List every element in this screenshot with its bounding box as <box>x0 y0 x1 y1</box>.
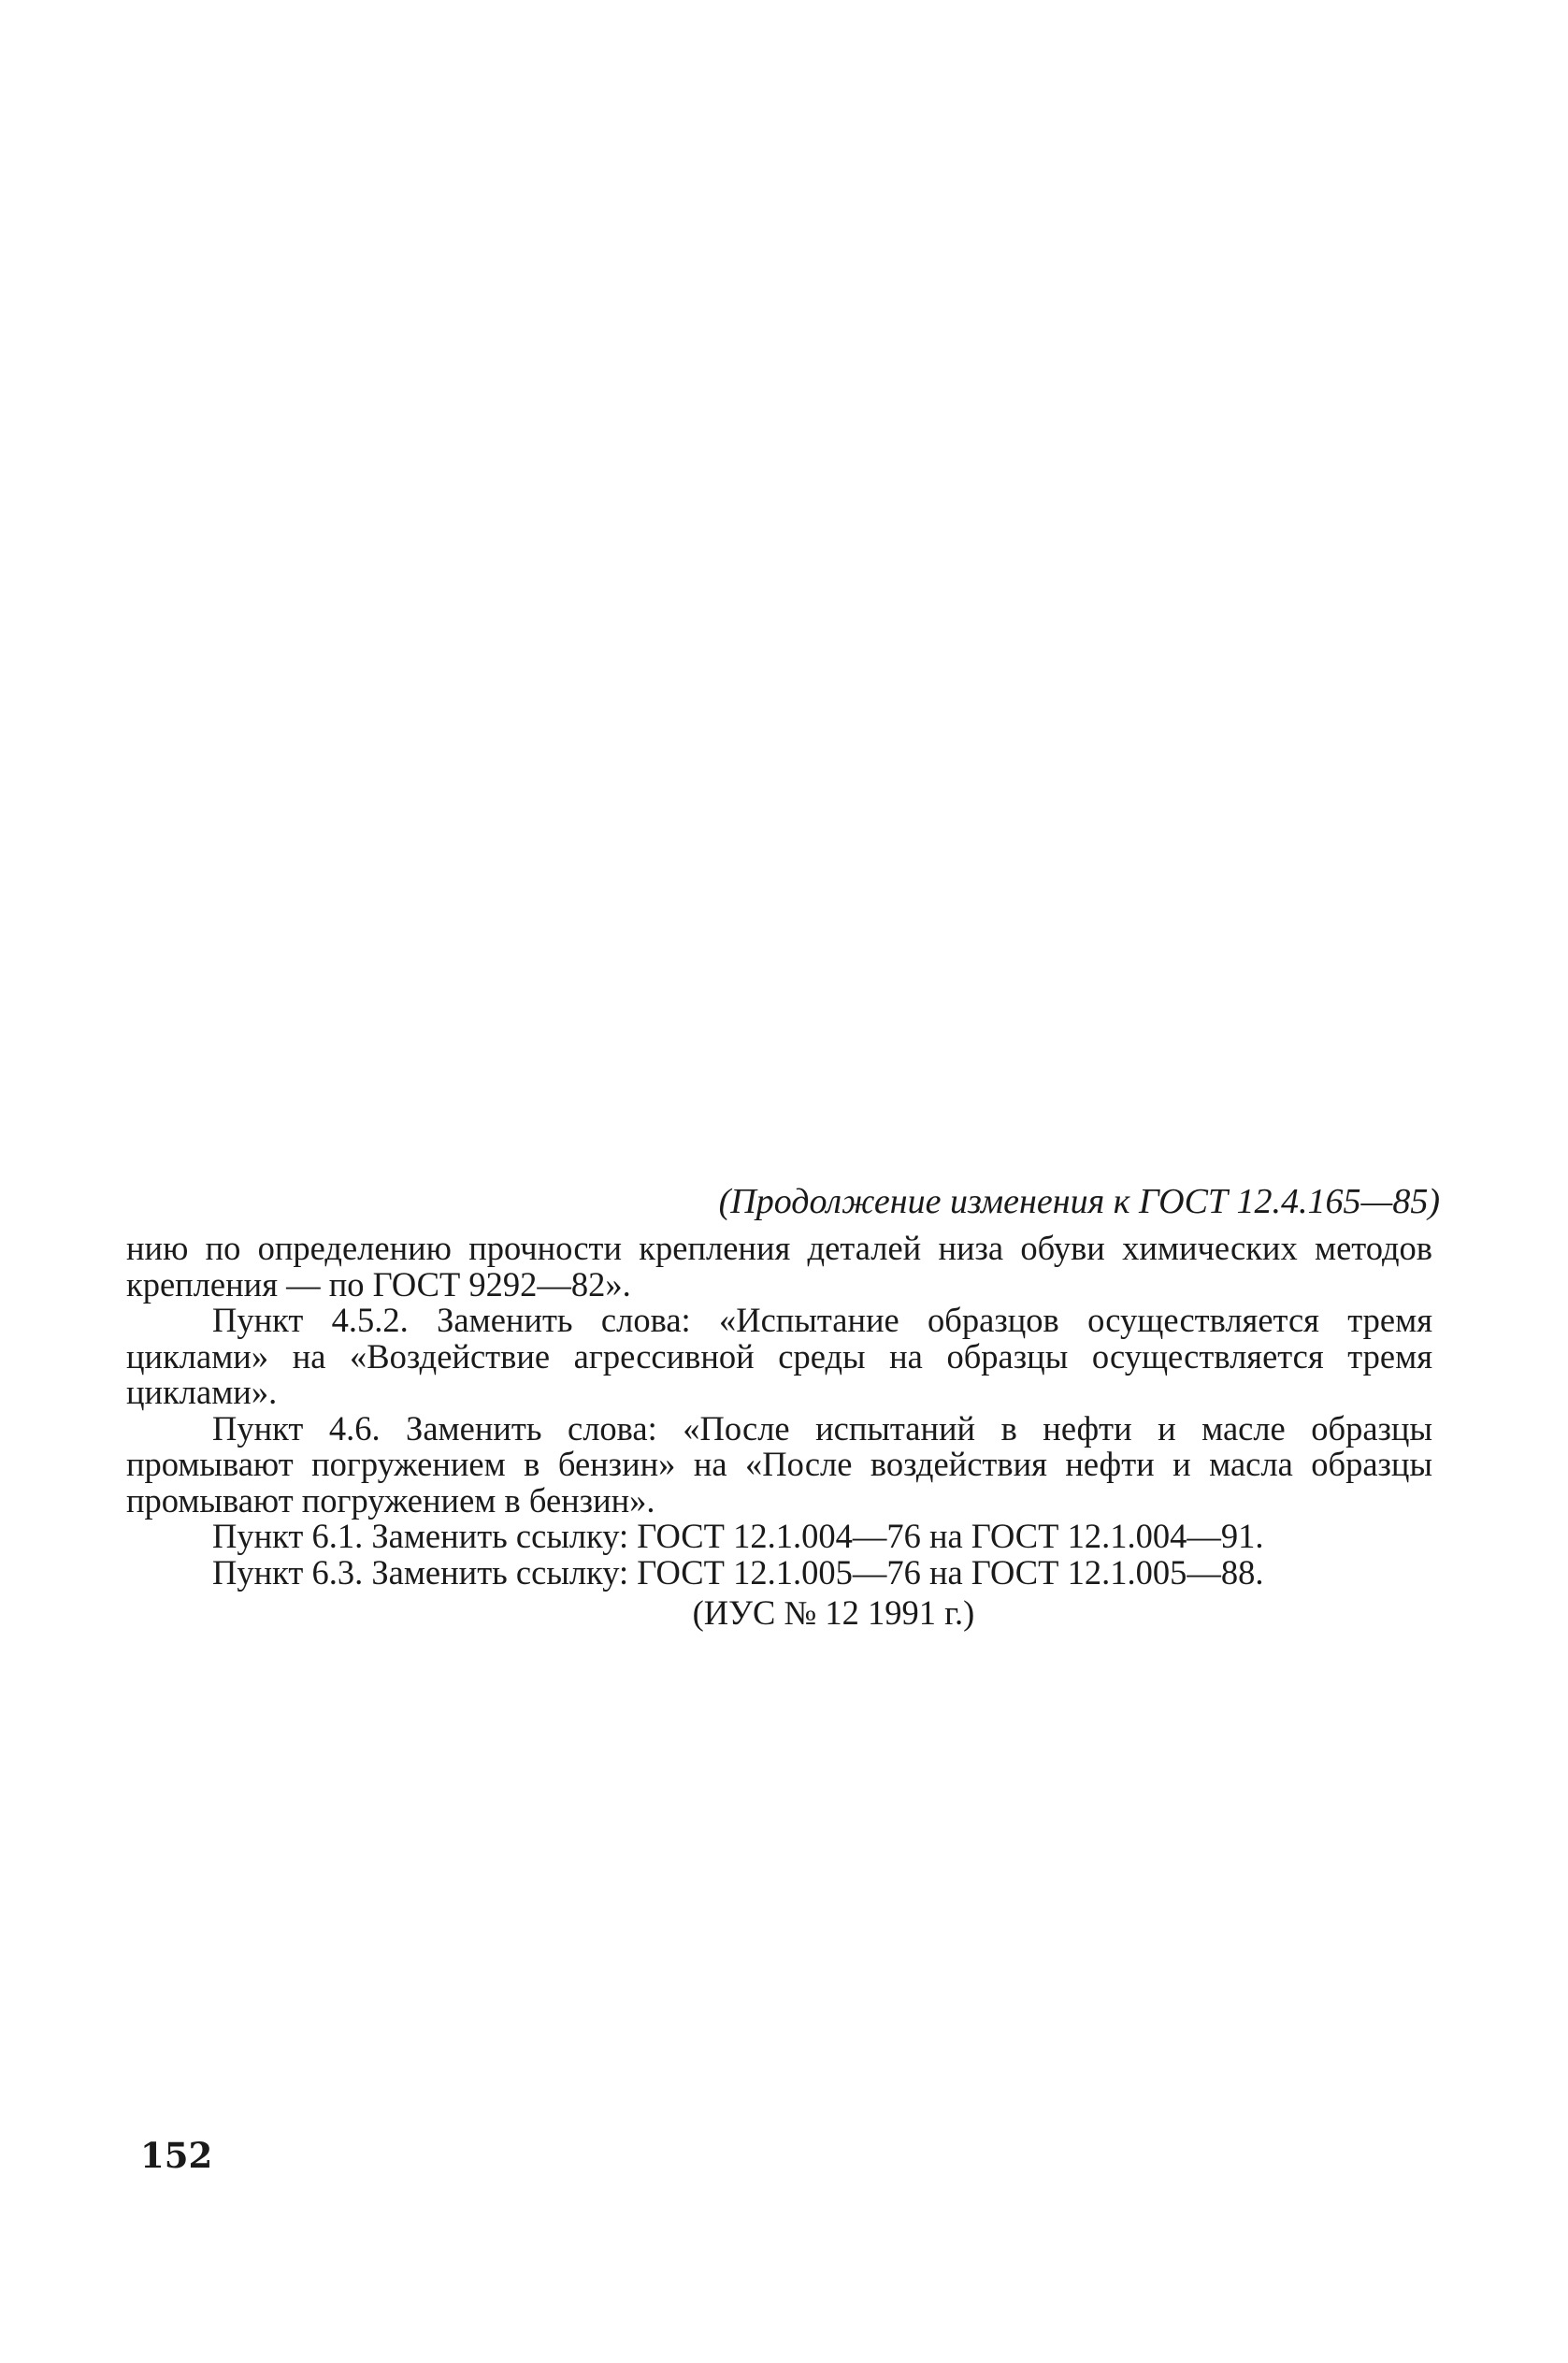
page-number: 152 <box>140 2135 213 2176</box>
paragraph-item-4-5-2: Пункт 4.5.2. Заменить слова: «Испытание образцов осуществляется тремя циклами» на «Воздействие агрессивной среды на образцы осуществляется тремя циклами». <box>126 1301 1432 1411</box>
paragraph-item-6-1: Пункт 6.1. Заменить ссылку: ГОСТ 12.1.004—76 на ГОСТ 12.1.004—91. <box>212 1517 1264 1555</box>
paragraph-item-4-6: Пункт 4.6. Заменить слова: «После испытаний в нефти и масле образцы промывают погружением в бензин» на «После воздействия нефти и масла образцы промывают погружением в бензин». <box>126 1408 1432 1520</box>
paragraph-item-6-3: Пункт 6.3. Заменить ссылку: ГОСТ 12.1.005—76 на ГОСТ 12.1.005—88. <box>212 1552 1264 1592</box>
continuation-header: (Продолжение изменения к ГОСТ 12.4.165—85) <box>718 1182 1440 1221</box>
source-reference <box>0 1593 1568 1633</box>
source-reference-text: (ИУС № 12 1991 г.) <box>692 1593 975 1632</box>
paragraph-continuation: нию по определению прочности крепления деталей низа обуви химических методов крепления — по ГОСТ 9292—82». <box>126 1229 1432 1304</box>
amendment-text <box>126 1231 1432 1591</box>
